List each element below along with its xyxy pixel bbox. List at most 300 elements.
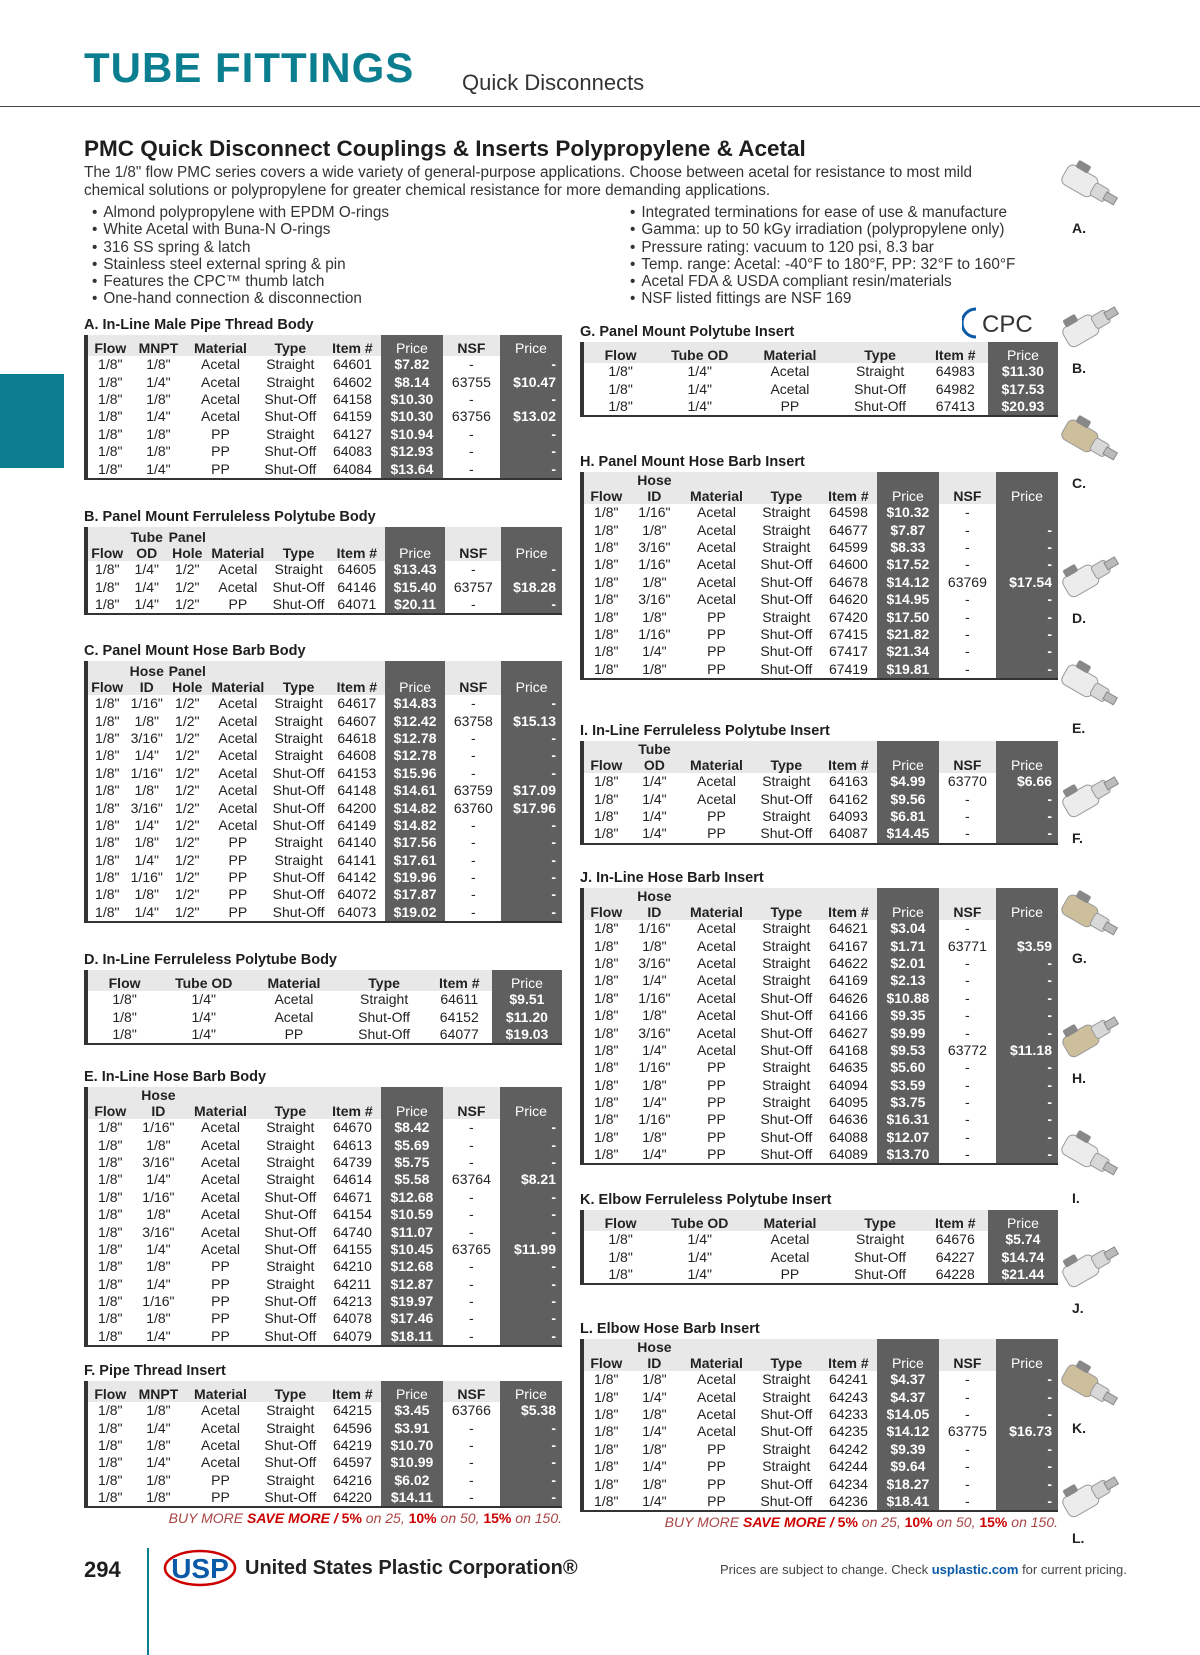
section-a: [84, 315, 562, 480]
table-cell: 3/16": [142, 1153, 175, 1170]
table-cell: 63757: [453, 578, 493, 595]
table-cell: 64620: [828, 591, 868, 608]
table-cell: -: [996, 825, 1058, 843]
table-cell: 1/8": [642, 1405, 667, 1422]
table-header-row: [86, 527, 562, 561]
table-cell: Acetal: [697, 504, 736, 521]
table-cell: $3.59: [877, 1077, 939, 1094]
table-cell: -: [996, 1094, 1058, 1111]
column-header: Hose ID: [127, 661, 168, 695]
table-cell: 1/8": [594, 1440, 619, 1457]
table-cell: PP: [742, 1266, 837, 1284]
table-cell: PP: [228, 851, 248, 868]
table-cell: PP: [707, 1128, 726, 1145]
column-header: MNPT: [133, 1381, 185, 1402]
table-cell: $11.18: [996, 1042, 1058, 1059]
table-cell: -: [996, 990, 1058, 1007]
table-cell: -: [996, 1077, 1058, 1094]
table-cell: $2.13: [877, 972, 939, 989]
table-cell: 63756: [451, 408, 491, 425]
table-cell: 1/2": [175, 712, 200, 729]
table-cell: 63759: [453, 782, 493, 799]
column-header: Flow: [582, 741, 629, 773]
table-cell: -: [445, 904, 501, 922]
table-cell: $6.02: [381, 1472, 443, 1489]
product-label: D.: [1072, 610, 1086, 626]
table-row: [86, 1454, 562, 1471]
table-cell: Acetal: [201, 1119, 240, 1136]
column-header: Type: [257, 1087, 324, 1119]
table-cell: 64233: [828, 1405, 868, 1422]
column-header: NSF: [939, 1339, 996, 1371]
table-cell: 1/4": [146, 373, 171, 390]
table-cell: 1/4": [657, 1266, 742, 1284]
table-cell: $19.81: [877, 661, 939, 679]
column-header: Material: [742, 1210, 837, 1231]
table-cell: 1/8": [582, 1146, 629, 1164]
table-cell: 1/4": [161, 1026, 246, 1044]
table-cell: 64146: [337, 578, 377, 595]
table-cell: 1/4": [642, 807, 667, 824]
table-cell: -: [501, 886, 562, 903]
table-cell: -: [996, 626, 1058, 643]
table-cell: 1/2": [175, 834, 200, 851]
column-header: Item #: [324, 1087, 381, 1119]
table-cell: 1/8": [608, 1248, 633, 1265]
table-cell: 64149: [337, 816, 377, 833]
table-cell: 1/8": [594, 1076, 619, 1093]
table-cell: 1/4": [629, 825, 681, 843]
table-cell: Shut-Off: [264, 1454, 317, 1471]
table-cell: 3/16": [638, 1024, 671, 1041]
column-header: Flow: [86, 335, 133, 356]
table-cell: $4.99: [877, 773, 939, 790]
table-cell: Shut-Off: [760, 1111, 813, 1128]
table-cell: -: [965, 954, 970, 971]
price-table: [84, 1381, 562, 1508]
column-header: Price: [500, 1381, 562, 1402]
table-row: [86, 1136, 562, 1153]
table-cell: PP: [707, 1475, 726, 1492]
table-cell: -: [965, 790, 970, 807]
column-header: Item #: [329, 661, 385, 695]
table-cell: 1/8": [98, 1402, 123, 1419]
table-cell: Shut-Off: [342, 1026, 427, 1044]
table-cell: Acetal: [201, 1153, 240, 1170]
table-cell: Acetal: [201, 408, 240, 425]
column-header: Hose ID: [133, 1087, 185, 1119]
table-row: [582, 1111, 1058, 1128]
feature-bullet: • Features the CPC™ thumb latch: [92, 273, 389, 290]
table-cell: $13.02: [500, 408, 562, 425]
table-cell: Acetal: [697, 591, 736, 608]
table-cell: Straight: [274, 561, 323, 578]
table-row: [86, 747, 562, 764]
table-cell: Shut-Off: [264, 1206, 317, 1223]
table-row: [86, 869, 562, 886]
table-row: [86, 712, 562, 729]
table-cell: 63769: [947, 573, 987, 590]
table-cell: 1/8": [642, 1128, 667, 1145]
table-cell: -: [996, 1146, 1058, 1164]
table-cell: $18.11: [381, 1328, 443, 1346]
table-cell: Straight: [266, 425, 315, 442]
table-row: [582, 608, 1058, 625]
table-cell: $12.07: [877, 1129, 939, 1146]
table-cell: 64611: [440, 991, 479, 1008]
table-cell: Acetal: [697, 954, 736, 971]
table-cell: 64235: [828, 1423, 868, 1440]
table-cell: -: [965, 920, 970, 937]
table-cell: 64167: [828, 937, 868, 954]
table-cell: Straight: [762, 807, 811, 824]
table-row: [86, 1310, 562, 1327]
table-row: [86, 886, 562, 903]
table-cell: 1/4": [642, 1458, 667, 1475]
table-cell: Acetal: [201, 1240, 240, 1257]
table-cell: 1/2": [175, 695, 200, 712]
table-row: [582, 773, 1058, 790]
table-row: [582, 398, 1058, 416]
table-cell: 1/4": [134, 851, 159, 868]
section-title: H. Panel Mount Hose Barb Insert: [580, 454, 805, 470]
table-cell: 1/8": [98, 1419, 123, 1436]
table-cell: $17.46: [381, 1310, 443, 1327]
table-cell: 1/8": [642, 1007, 667, 1024]
table-cell: 1/8": [86, 596, 127, 614]
feature-bullet: • Gamma: up to 50 kGy irradiation (polypropylene only): [630, 221, 1015, 238]
table-cell: Acetal: [218, 747, 258, 764]
table-cell: -: [500, 1328, 562, 1346]
table-cell: 64127: [332, 425, 372, 442]
fitting-photo-icon: [1054, 1000, 1124, 1070]
column-header: Price: [501, 527, 562, 561]
section-title: J. In-Line Hose Barb Insert: [580, 870, 764, 886]
table-header-row: [86, 1381, 562, 1402]
table-cell: 1/4": [127, 596, 168, 614]
fitting-photo-icon: [1054, 150, 1124, 220]
column-header: Material: [680, 1339, 752, 1371]
table-row: [86, 904, 562, 922]
table-cell: PP: [707, 807, 726, 824]
table-cell: Shut-Off: [760, 625, 813, 642]
section-g: [580, 322, 1058, 417]
column-header: Material: [246, 970, 341, 991]
column-header: Price: [877, 472, 939, 504]
table-cell: 1/8": [146, 1258, 171, 1275]
table-cell: Acetal: [201, 373, 240, 390]
table-cell: $20.93: [988, 398, 1058, 416]
table-cell: -: [470, 764, 476, 781]
table-cell: 67413: [923, 398, 988, 416]
table-cell: 1/8": [594, 538, 619, 555]
table-row: [582, 1371, 1058, 1388]
column-header: Flow: [86, 1381, 133, 1402]
table-cell: 1/8": [594, 989, 619, 1006]
table-cell: 67420: [828, 608, 868, 625]
table-cell: Shut-Off: [854, 380, 907, 397]
table-cell: 3/16": [638, 954, 671, 971]
table-cell: -: [443, 460, 500, 478]
table-cell: 1/4": [642, 972, 667, 989]
column-header: Type: [257, 335, 324, 356]
table-cell: $13.64: [381, 460, 443, 478]
table-row: [582, 937, 1058, 954]
table-cell: -: [469, 443, 474, 460]
table-cell: 1/8": [582, 398, 657, 416]
column-header: NSF: [443, 335, 500, 356]
table-cell: Acetal: [697, 989, 736, 1006]
table-cell: 1/4": [687, 380, 712, 397]
column-header: Item #: [324, 335, 381, 356]
table-cell: 1/16": [130, 764, 163, 781]
table-cell: 64242: [828, 1440, 868, 1457]
website-link[interactable]: usplastic.com: [931, 1562, 1019, 1577]
column-header: Type: [268, 527, 329, 561]
table-cell: $9.53: [877, 1042, 939, 1059]
column-header: Material: [208, 527, 269, 561]
table-cell: 1/4": [146, 1240, 171, 1257]
column-header: Type: [753, 888, 820, 920]
table-cell: 64158: [332, 390, 372, 407]
table-row: [86, 1258, 562, 1275]
table-cell: 63770: [947, 773, 987, 790]
table-cell: 1/8": [594, 625, 619, 642]
table-cell: $3.04: [877, 920, 939, 937]
table-cell: 64162: [828, 790, 868, 807]
table-cell: $13.43: [385, 561, 446, 578]
table-cell: $5.60: [877, 1059, 939, 1076]
column-header: NSF: [443, 1087, 500, 1119]
column-header: Type: [838, 342, 923, 363]
table-cell: Straight: [762, 1440, 811, 1457]
table-cell: 1/4": [657, 398, 742, 416]
table-cell: PP: [208, 596, 269, 614]
table-cell: 1/8": [146, 356, 171, 373]
table-row: [582, 380, 1058, 397]
table-cell: 64671: [332, 1188, 372, 1205]
feature-bullet: • Acetal FDA & USDA compliant resin/materials: [630, 273, 1015, 290]
column-header: Price: [381, 1087, 443, 1119]
table-cell: Acetal: [218, 729, 258, 746]
table-cell: Shut-Off: [264, 1240, 317, 1257]
table-cell: Straight: [266, 356, 315, 373]
table-cell: -: [500, 356, 562, 373]
table-cell: 1/8": [582, 1493, 629, 1511]
table-cell: 1/4": [642, 1094, 667, 1111]
table-cell: 64678: [828, 573, 868, 590]
column-header: Price: [996, 741, 1058, 773]
table-cell: 1/8": [98, 1206, 123, 1223]
table-cell: -: [996, 556, 1058, 573]
table-cell: $5.75: [381, 1154, 443, 1171]
table-cell: PP: [246, 1026, 341, 1044]
column-header: Price: [988, 1210, 1058, 1231]
section-title: B. Panel Mount Ferruleless Polytube Body: [84, 509, 376, 525]
table-cell: 1/8": [134, 712, 159, 729]
table-cell: Acetal: [697, 1041, 736, 1058]
feature-bullet: • One-hand connection & disconnection: [92, 290, 389, 307]
table-cell: 1/8": [95, 764, 120, 781]
table-cell: 1/4": [134, 816, 159, 833]
table-row: [582, 955, 1058, 972]
table-cell: 64077: [427, 1026, 492, 1044]
table-cell: -: [996, 955, 1058, 972]
table-row: [582, 1493, 1058, 1511]
table-cell: 64083: [332, 443, 372, 460]
table-cell: 1/8": [98, 443, 123, 460]
table-row: [86, 356, 562, 373]
table-cell: 1/8": [98, 1310, 123, 1327]
table-cell: Shut-Off: [760, 643, 813, 660]
table-cell: $21.82: [877, 626, 939, 643]
table-cell: 1/8": [95, 782, 120, 799]
table-cell: $10.45: [381, 1241, 443, 1258]
table-cell: 1/8": [582, 661, 629, 679]
table-cell: 1/4": [133, 460, 185, 478]
table-cell: Acetal: [218, 561, 258, 578]
fitting-photo-icon: [1054, 1120, 1124, 1190]
table-cell: 1/8": [582, 1266, 657, 1284]
table-cell: 64142: [337, 869, 377, 886]
table-cell: 1/4": [146, 1171, 171, 1188]
table-cell: -: [965, 608, 970, 625]
table-cell: 1/8": [134, 834, 159, 851]
table-cell: 1/8": [594, 1423, 619, 1440]
table-cell: 1/8": [608, 380, 633, 397]
table-cell: -: [500, 1154, 562, 1171]
table-cell: 1/8": [98, 356, 123, 373]
table-cell: 1/8": [98, 1258, 123, 1275]
table-cell: 64220: [324, 1489, 381, 1507]
table-cell: -: [501, 730, 562, 747]
table-cell: Shut-Off: [272, 578, 325, 595]
table-cell: $17.50: [877, 608, 939, 625]
table-header-row: [86, 1087, 562, 1119]
table-cell: -: [996, 1024, 1058, 1041]
table-row: [582, 1077, 1058, 1094]
table-cell: 64140: [337, 834, 377, 851]
table-cell: -: [996, 972, 1058, 989]
table-cell: Acetal: [697, 521, 736, 538]
table-cell: $14.12: [877, 1423, 939, 1440]
column-header: NSF: [443, 1381, 500, 1402]
table-cell: -: [500, 1206, 562, 1223]
column-header: Flow: [582, 1339, 629, 1371]
svg-text:USP: USP: [171, 1553, 229, 1584]
table-cell: 64605: [337, 561, 377, 578]
table-cell: Shut-Off: [268, 596, 329, 614]
table-cell: -: [469, 1419, 474, 1436]
product-label: I.: [1072, 1190, 1080, 1206]
table-cell: PP: [680, 1493, 752, 1511]
table-cell: 1/4": [134, 747, 159, 764]
table-cell: 64169: [828, 972, 868, 989]
table-row: [86, 1026, 562, 1044]
table-cell: $20.11: [385, 596, 446, 614]
table-cell: 64607: [337, 712, 377, 729]
table-cell: Acetal: [697, 1423, 736, 1440]
table-header-row: [86, 970, 562, 991]
table-cell: 64617: [337, 695, 377, 712]
table-cell: 1/8": [642, 573, 667, 590]
table-cell: 1/8": [594, 937, 619, 954]
table-row: [86, 765, 562, 782]
table-row: [86, 460, 562, 478]
table-cell: -: [500, 391, 562, 408]
column-header: Material: [208, 661, 269, 695]
table-cell: $15.13: [501, 712, 562, 729]
table-cell: $17.54: [996, 574, 1058, 591]
product-label: J.: [1072, 1300, 1084, 1316]
table-cell: 64598: [828, 504, 868, 521]
table-cell: 64072: [337, 886, 377, 903]
table-cell: 1/8": [134, 782, 159, 799]
table-cell: $9.64: [877, 1458, 939, 1475]
table-cell: 64148: [337, 782, 377, 799]
section-tab-marker: [0, 374, 64, 468]
table-cell: Straight: [266, 1119, 315, 1136]
column-header: Price: [381, 1381, 443, 1402]
table-cell: $7.82: [381, 356, 443, 373]
table-cell: -: [965, 1076, 970, 1093]
table-cell: -: [469, 1153, 474, 1170]
column-header: Panel Hole: [168, 529, 206, 561]
table-cell: 64088: [828, 1128, 868, 1145]
table-cell: Shut-Off: [268, 904, 329, 922]
price-table: [580, 472, 1058, 680]
table-cell: -: [996, 643, 1058, 660]
column-header: Material: [184, 1381, 256, 1402]
table-cell: Acetal: [218, 799, 258, 816]
table-cell: 1/4": [687, 1248, 712, 1265]
table-cell: $19.97: [381, 1293, 443, 1310]
table-cell: 64093: [828, 807, 868, 824]
column-header: Type: [753, 741, 820, 773]
table-cell: Shut-Off: [753, 1493, 820, 1511]
table-cell: 64670: [332, 1119, 372, 1136]
column-header: Item #: [427, 970, 492, 991]
table-cell: PP: [211, 1293, 230, 1310]
table-row: [86, 1189, 562, 1206]
table-cell: 1/16": [638, 556, 671, 573]
column-header: Price: [500, 335, 562, 356]
table-cell: 1/8": [86, 904, 127, 922]
table-cell: 64163: [828, 773, 868, 790]
table-cell: 1/8": [98, 1188, 123, 1205]
table-cell: 63766: [451, 1402, 491, 1419]
column-header: Item #: [820, 472, 877, 504]
table-row: [582, 1388, 1058, 1405]
table-cell: -: [469, 1136, 474, 1153]
table-cell: -: [965, 1458, 970, 1475]
table-cell: 63772: [947, 1041, 987, 1058]
table-cell: -: [965, 643, 970, 660]
table-cell: 64234: [828, 1475, 868, 1492]
table-cell: -: [469, 1119, 474, 1136]
table-cell: PP: [707, 1440, 726, 1457]
section-title: F. Pipe Thread Insert: [84, 1363, 226, 1379]
table-cell: 1/16": [142, 1293, 175, 1310]
table-cell: PP: [184, 460, 256, 478]
table-cell: 1/8": [594, 1059, 619, 1076]
column-header: Hose ID: [629, 1339, 681, 1371]
table-cell: $15.40: [385, 578, 446, 595]
table-cell: 1/8": [112, 1008, 137, 1025]
table-row: [86, 782, 562, 799]
column-header: Tube OD: [127, 527, 168, 561]
table-cell: $11.99: [500, 1241, 562, 1258]
